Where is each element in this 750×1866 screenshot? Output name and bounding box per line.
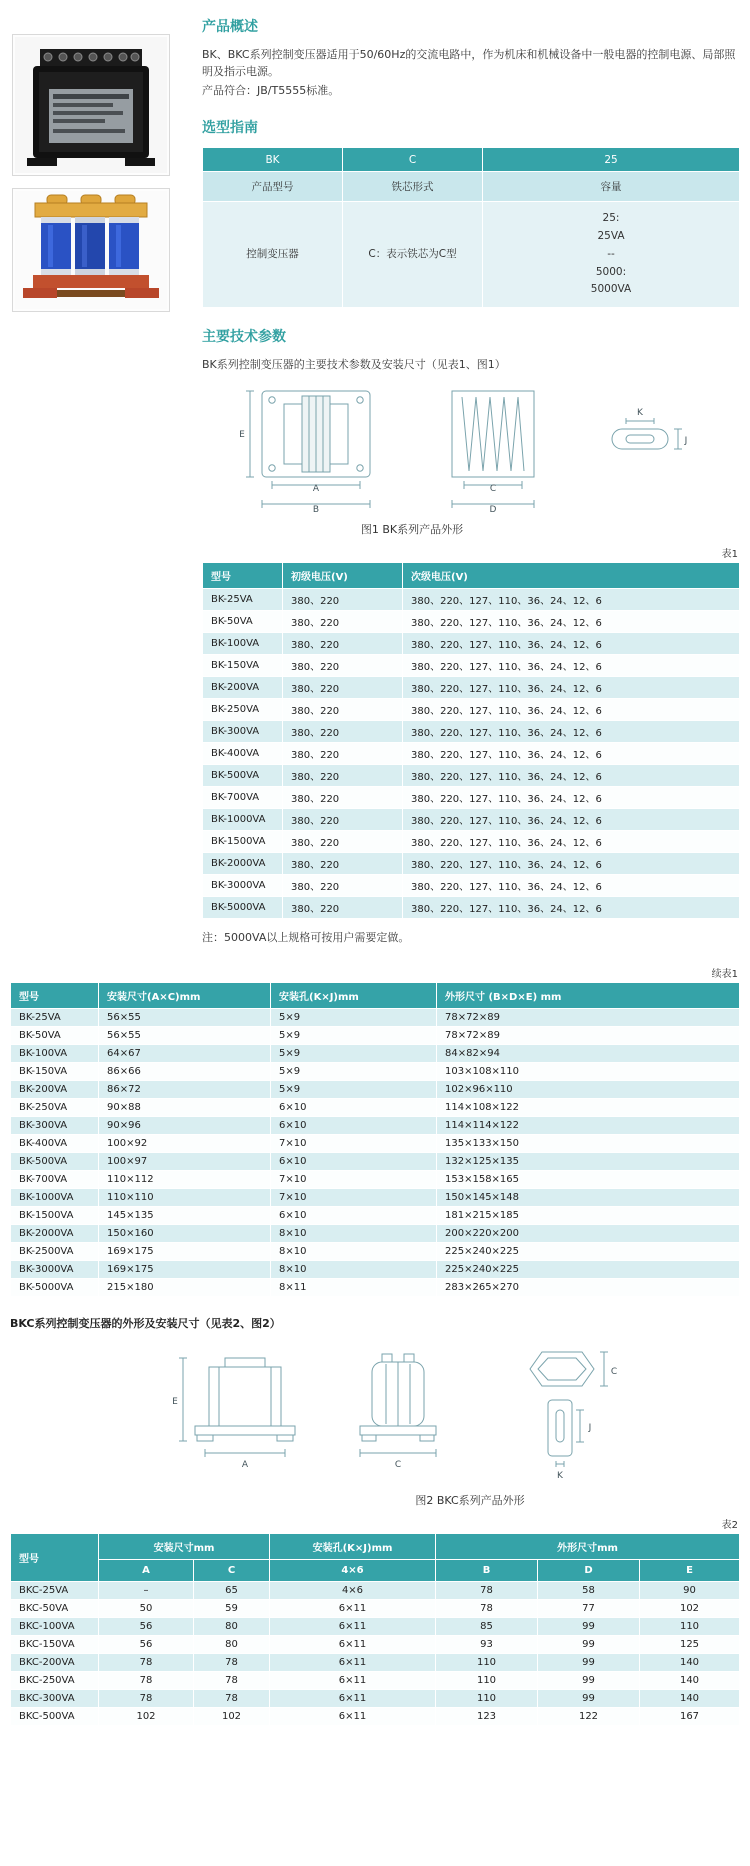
value-cell: 5×9 [271,1081,437,1099]
table-row [203,853,740,875]
selection-guide-table [202,147,740,308]
value-cell: 225×240×225 [437,1243,740,1261]
model-cell: BK-2000VA [203,853,283,875]
value-cell: 153×158×165 [437,1171,740,1189]
value-cell: 80 [194,1636,270,1654]
continued-table-label: 续表1 [711,969,738,981]
value-row [203,202,740,308]
value-cell: 86×66 [99,1063,271,1081]
model-cell: BK-1500VA [11,1207,99,1225]
value-cell: 380、220、127、110、36、24、12、6 [403,677,740,699]
value-cell: – [99,1582,194,1600]
bkc-header-mounting: 安装尺寸mm [99,1534,270,1560]
table1-header-primary: 初级电压(V) [283,563,403,589]
value-cell: 78 [194,1672,270,1690]
value-cell: 380、220、127、110、36、24、12、6 [403,765,740,787]
value-cell: 140 [640,1672,740,1690]
table-row [203,743,740,765]
value-cell: 78 [436,1582,538,1600]
bkc-subheader-a: A [99,1560,194,1582]
table-row [11,1708,740,1726]
table-row [203,809,740,831]
value-cell: 56 [99,1636,194,1654]
table-row [203,611,740,633]
bkc-header-outline: 外形尺寸mm [436,1534,740,1560]
value-cell: 78 [436,1600,538,1618]
value-cell: 200×220×200 [437,1225,740,1243]
value-cell: 7×10 [271,1171,437,1189]
figure1-caption: 图1 BK系列产品外形 [360,523,464,537]
value-cell: 77 [538,1600,640,1618]
fig2-label-e: E [172,1397,178,1408]
table1-voltages [202,562,740,919]
value-cell: 8×11 [271,1279,437,1297]
overview-paragraph: BK、BKC系列控制变压器适用于50/60Hz的交流电路中，作为机床和机械设备中一般电器的控制电源、局部照明及指示电源。 [202,48,736,79]
model-cell: BK-250VA [11,1099,99,1117]
table-row [11,1243,740,1261]
model-cell: BK-50VA [203,611,283,633]
model-cell: BK-2500VA [11,1243,99,1261]
value-cell: 225×240×225 [437,1261,740,1279]
value-cell: 380、220、127、110、36、24、12、6 [403,787,740,809]
dim-header-model: 型号 [11,983,99,1009]
table-row [203,787,740,809]
table-row [203,655,740,677]
table-row [11,1618,740,1636]
bkc-subheader-hole: 4×6 [270,1560,436,1582]
value-cell: 140 [640,1690,740,1708]
fig1-label-j: J [684,436,688,447]
value-cell: 380、220 [283,787,403,809]
value-cell: 380、220 [283,633,403,655]
value-cell: 65 [194,1582,270,1600]
fig1-label-k: K [637,408,643,419]
value-cell: 380、220、127、110、36、24、12、6 [403,875,740,897]
value-cell: 380、220 [283,809,403,831]
value-cell: 6×11 [270,1636,436,1654]
model-cell: BKC-100VA [11,1618,99,1636]
core-form-label: 铁芯形式 [343,172,483,202]
model-cell: BK-50VA [11,1027,99,1045]
table-row [11,1225,740,1243]
value-cell: 6×11 [270,1708,436,1726]
fig2-label-a: A [241,1460,249,1471]
model-cell: BK-3000VA [11,1261,99,1279]
value-cell: 110×110 [99,1189,271,1207]
value-cell: 123 [436,1708,538,1726]
bkc-subheader-d: D [538,1560,640,1582]
fig2-label-c2: C [610,1367,618,1378]
value-cell: 99 [538,1636,640,1654]
fig2-label-j: J [588,1423,592,1434]
value-cell: 380、220 [283,721,403,743]
value-cell: 78×72×89 [437,1009,740,1027]
standard-line: 产品符合：JB/T5555标准。 [202,84,340,98]
figure2-caption: 图2 BKC系列产品外形 [415,1494,525,1508]
bkc-intro: BKC系列控制变压器的外形及安装尺寸（见表2、图2） [10,1317,281,1331]
product-model-label: 产品型号 [203,172,343,202]
value-cell: 110×112 [99,1171,271,1189]
value-cell: 8×10 [271,1225,437,1243]
table-row [11,1045,740,1063]
product-photos [10,14,190,949]
value-cell: 110 [640,1618,740,1636]
value-cell: 5×9 [271,1045,437,1063]
model-cell: BK-300VA [203,721,283,743]
code-25-cell: 25 [483,148,740,172]
value-cell: 380、220 [283,743,403,765]
table-row [11,1600,740,1618]
model-cell: BKC-25VA [11,1582,99,1600]
model-cell: BK-100VA [11,1045,99,1063]
model-cell: BKC-300VA [11,1690,99,1708]
selection-guide-title: 选型指南 [202,120,258,137]
value-cell: 380、220、127、110、36、24、12、6 [403,831,740,853]
value-cell: 135×133×150 [437,1135,740,1153]
code-c-cell: C [343,148,483,172]
dim-header-outline: 外形尺寸 (B×D×E) mm [437,983,740,1009]
model-cell: BK-3000VA [203,875,283,897]
table-row [11,1582,740,1600]
capacity-label: 容量 [483,172,740,202]
value-cell: 93 [436,1636,538,1654]
table1-header-secondary: 次级电压(V) [403,563,740,589]
model-cell: BK-2000VA [11,1225,99,1243]
value-cell: 90×88 [99,1099,271,1117]
value-cell: 56 [99,1618,194,1636]
value-cell: 8×10 [271,1261,437,1279]
value-cell: 380、220 [283,589,403,611]
value-cell: 84×82×94 [437,1045,740,1063]
table-row [203,897,740,919]
value-cell: 59 [194,1600,270,1618]
value-cell: 86×72 [99,1081,271,1099]
value-cell: 78 [99,1690,194,1708]
figure2-drawing [150,1346,710,1486]
table-row [203,875,740,897]
table-row [11,1171,740,1189]
table1-header-row [203,563,740,589]
model-cell: BK-5000VA [11,1279,99,1297]
value-cell: 6×11 [270,1690,436,1708]
value-cell: 56×55 [99,1027,271,1045]
dim-header-holes: 安装孔(K×J)mm [271,983,437,1009]
value-cell: 6×10 [271,1207,437,1225]
table-row [11,1153,740,1171]
value-cell: 50 [99,1600,194,1618]
value-cell: 145×135 [99,1207,271,1225]
value-cell: 7×10 [271,1189,437,1207]
value-cell: 99 [538,1672,640,1690]
model-cell: BK-150VA [203,655,283,677]
table-row [11,1135,740,1153]
value-cell: 6×11 [270,1618,436,1636]
model-cell: BK-500VA [203,765,283,787]
value-cell: 90×96 [99,1117,271,1135]
value-cell: 380、220 [283,677,403,699]
value-cell: 150×145×148 [437,1189,740,1207]
model-cell: BK-25VA [203,589,283,611]
table-row [11,1636,740,1654]
value-cell: 114×114×122 [437,1117,740,1135]
model-cell: BK-700VA [203,787,283,809]
value-cell: 90 [640,1582,740,1600]
model-cell: BKC-50VA [11,1600,99,1618]
value-cell: 102 [640,1600,740,1618]
model-cell: BK-500VA [11,1153,99,1171]
bkc-subheader-b: B [436,1560,538,1582]
value-cell: 6×11 [270,1654,436,1672]
product-model-value: 控制变压器 [203,202,343,308]
value-cell: 380、220、127、110、36、24、12、6 [403,809,740,831]
value-cell: 110 [436,1654,538,1672]
value-cell: 167 [640,1708,740,1726]
bkc-transformer-image [15,191,167,309]
model-cell: BK-25VA [11,1009,99,1027]
model-cell: BK-100VA [203,633,283,655]
value-cell: 114×108×122 [437,1099,740,1117]
value-cell: 380、220 [283,853,403,875]
top-section [10,14,740,949]
value-cell: 380、220 [283,831,403,853]
figure1 [202,385,740,537]
value-cell: 181×215×185 [437,1207,740,1225]
custom-order-note: 注：5000VA以上规格可按用户需要定做。 [202,931,410,945]
value-cell: 5×9 [271,1027,437,1045]
model-cell: BKC-250VA [11,1672,99,1690]
value-cell: 380、220、127、110、36、24、12、6 [403,655,740,677]
value-cell: 80 [194,1618,270,1636]
bkc-header-row1 [11,1534,740,1560]
value-cell: 283×265×270 [437,1279,740,1297]
table-row [203,831,740,853]
dimensions-header-row [11,983,740,1009]
core-form-value: C：表示铁芯为C型 [343,202,483,308]
table-row [203,699,740,721]
model-cell: BK-250VA [203,699,283,721]
table1-label: 表1 [721,549,738,561]
table-row [11,1009,740,1027]
code-row [203,148,740,172]
value-cell: 122 [538,1708,640,1726]
model-cell: BK-300VA [11,1117,99,1135]
value-cell: 380、220 [283,699,403,721]
value-cell: 380、220、127、110、36、24、12、6 [403,611,740,633]
model-cell: BK-700VA [11,1171,99,1189]
value-cell: 99 [538,1690,640,1708]
value-cell: 380、220、127、110、36、24、12、6 [403,853,740,875]
figure2 [150,1346,740,1508]
value-cell: 5×9 [271,1009,437,1027]
table-row [11,1207,740,1225]
bkc-header-holes: 安装孔(K×J)mm [270,1534,436,1560]
value-cell: 64×67 [99,1045,271,1063]
value-cell: 380、220、127、110、36、24、12、6 [403,633,740,655]
value-cell: 380、220 [283,765,403,787]
value-cell: 380、220、127、110、36、24、12、6 [403,589,740,611]
value-cell: 6×11 [270,1600,436,1618]
model-cell: BK-1000VA [203,809,283,831]
capacity-value: 25: 25VA -- 5000: 5000VA [483,202,740,308]
value-cell: 78 [194,1690,270,1708]
value-cell: 132×125×135 [437,1153,740,1171]
model-cell: BK-400VA [203,743,283,765]
value-cell: 5×9 [271,1063,437,1081]
fig2-label-k: K [557,1471,563,1482]
value-cell: 380、220、127、110、36、24、12、6 [403,699,740,721]
table-row [11,1081,740,1099]
value-cell: 78 [99,1672,194,1690]
table-row [11,1117,740,1135]
value-cell: 150×160 [99,1225,271,1243]
value-cell: 56×55 [99,1009,271,1027]
table-row [203,677,740,699]
table-row [11,1189,740,1207]
bk-transformer-photo [12,34,170,176]
value-cell: 6×10 [271,1099,437,1117]
model-cell: BK-150VA [11,1063,99,1081]
label-row [203,172,740,202]
bkc-subheader-e: E [640,1560,740,1582]
dimensions-table [10,982,740,1297]
value-cell: 4×6 [270,1582,436,1600]
value-cell: 102 [194,1708,270,1726]
bkc-transformer-photo [12,188,170,312]
value-cell: 85 [436,1618,538,1636]
value-cell: 8×10 [271,1243,437,1261]
value-cell: 110 [436,1690,538,1708]
bkc-subheader-c: C [194,1560,270,1582]
value-cell: 380、220、127、110、36、24、12、6 [403,897,740,919]
bkc-header-row2 [11,1560,740,1582]
value-cell: 380、220 [283,611,403,633]
code-bk-cell: BK [203,148,343,172]
model-cell: BK-1000VA [11,1189,99,1207]
model-cell: BK-200VA [203,677,283,699]
fig1-label-b: B [312,505,320,516]
fig1-label-e: E [239,430,245,441]
table-row [11,1672,740,1690]
value-cell: 99 [538,1618,640,1636]
table-row [11,1063,740,1081]
table-row [11,1279,740,1297]
value-cell: 380、220、127、110、36、24、12、6 [403,743,740,765]
value-cell: 100×92 [99,1135,271,1153]
value-cell: 215×180 [99,1279,271,1297]
dimensions-section [10,965,740,1726]
value-cell: 102 [99,1708,194,1726]
value-cell: 125 [640,1636,740,1654]
bkc-header-model: 型号 [11,1534,99,1582]
table2-label: 表2 [721,1520,738,1532]
bkc-table [10,1533,740,1726]
fig1-label-c: C [489,484,497,495]
fig2-label-c: C [394,1460,402,1471]
tech-params-title: 主要技术参数 [202,329,286,346]
table-row [203,721,740,743]
value-cell: 78 [99,1654,194,1672]
value-cell: 6×11 [270,1672,436,1690]
value-cell: 58 [538,1582,640,1600]
value-cell: 169×175 [99,1261,271,1279]
value-cell: 6×10 [271,1117,437,1135]
table-row [11,1261,740,1279]
bk-transformer-image [15,37,167,173]
table-row [11,1099,740,1117]
value-cell: 7×10 [271,1135,437,1153]
table-row [11,1654,740,1672]
overview-title: 产品概述 [202,19,258,35]
model-cell: BKC-150VA [11,1636,99,1654]
model-cell: BK-200VA [11,1081,99,1099]
model-cell: BKC-200VA [11,1654,99,1672]
value-cell: 380、220 [283,655,403,677]
value-cell: 380、220 [283,875,403,897]
value-cell: 140 [640,1654,740,1672]
table-row [11,1027,740,1045]
value-cell: 380、220 [283,897,403,919]
value-cell: 78×72×89 [437,1027,740,1045]
fig1-label-d: D [489,505,497,516]
table1-header-model: 型号 [203,563,283,589]
tech-params-intro: BK系列控制变压器的主要技术参数及安装尺寸（见表1、图1） [202,358,506,372]
value-cell: 103×108×110 [437,1063,740,1081]
value-cell: 99 [538,1654,640,1672]
model-cell: BK-400VA [11,1135,99,1153]
main-content [190,14,740,949]
table-row [203,765,740,787]
figure1-drawing [202,385,742,515]
value-cell: 169×175 [99,1243,271,1261]
value-cell: 100×97 [99,1153,271,1171]
value-cell: 110 [436,1672,538,1690]
dim-header-mounting: 安装尺寸(A×C)mm [99,983,271,1009]
model-cell: BKC-500VA [11,1708,99,1726]
value-cell: 78 [194,1654,270,1672]
model-cell: BK-5000VA [203,897,283,919]
value-cell: 380、220、127、110、36、24、12、6 [403,721,740,743]
value-cell: 102×96×110 [437,1081,740,1099]
table-row [11,1690,740,1708]
value-cell: 6×10 [271,1153,437,1171]
table-row [203,633,740,655]
model-cell: BK-1500VA [203,831,283,853]
table-row [203,589,740,611]
fig1-label-a: A [312,484,320,495]
